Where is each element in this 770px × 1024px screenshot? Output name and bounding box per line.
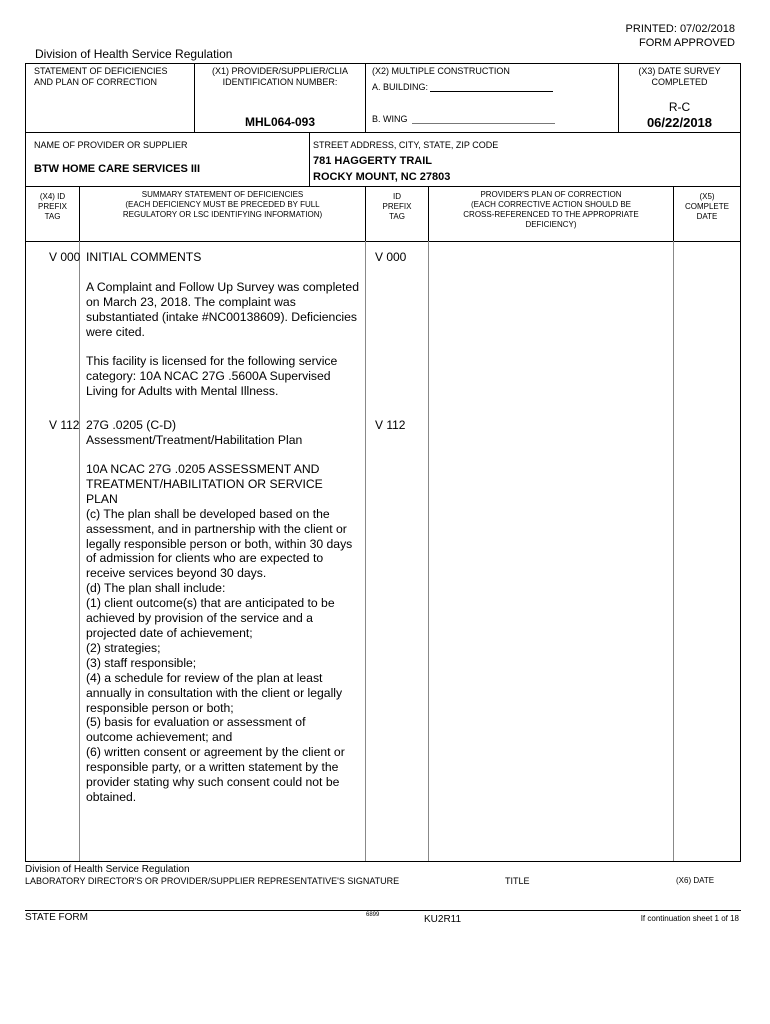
id-header: ID PREFIX TAG: [382, 192, 412, 221]
provider-label: NAME OF PROVIDER OR SUPPLIER: [34, 140, 188, 150]
v112-regulation-text: [86, 462, 366, 805]
regulation-line: (c) The plan shall be developed based on the: [86, 506, 330, 521]
x3-label: (X3) DATE SURVEY COMPLETED: [638, 66, 721, 87]
v000-paragraph-2: This facility is licensed for the following service category: 10A NCAC 27G .5600A Supervised Living for Adults with Mental Illness.: [86, 354, 338, 398]
regulation-line: (4) a schedule for review of the plan at least: [86, 670, 323, 685]
v112-id-tag: V 112: [375, 418, 406, 432]
regulation-line: responsible party, or a written statement by the: [86, 760, 339, 775]
regulation-line: provider stating why such consent could not be: [86, 775, 340, 790]
statement-label: STATEMENT OF DEFICIENCIES AND PLAN OF CORRECTION: [34, 66, 168, 87]
regulation-line: outcome achievement; and: [86, 730, 233, 745]
x2-building-label: A. BUILDING:: [372, 82, 429, 92]
signature-label: LABORATORY DIRECTOR'S OR PROVIDER/SUPPLIER REPRESENTATIVE'S SIGNATURE: [25, 876, 400, 886]
event-id: KU2R11: [424, 914, 462, 925]
x4-header: (X4) ID PREFIX TAG: [38, 192, 67, 221]
form-number: 6899: [366, 912, 380, 918]
regulation-line: (1) client outcome(s) that are anticipated to be: [86, 596, 335, 611]
v000-paragraph-1: A Complaint and Follow Up Survey was completed on March 23, 2018. The complaint was substantiated (intake #NC00138609). Deficiencies were cited.: [86, 280, 359, 339]
regulation-line: annually in consultation with the client or legally: [86, 685, 343, 700]
regulation-line: TREATMENT/HABILITATION OR SERVICE: [86, 476, 323, 491]
regulation-line: (5) basis for evaluation or assessment of: [86, 715, 306, 730]
provider-id-value: MHL064-093: [244, 115, 316, 129]
agency-title: Division of Health Service Regulation: [35, 47, 233, 61]
summary-header: SUMMARY STATEMENT OF DEFICIENCIES (EACH DEFICIENCY MUST BE PRECEDED BY FULL REGULATORY OR LSC IDENTIFYING INFORMATION): [122, 190, 323, 219]
regulation-line: 10A NCAC 27G .0205 ASSESSMENT AND: [86, 462, 320, 476]
continuation-sheet: If continuation sheet 1 of 18: [640, 914, 739, 923]
address-line1: 781 HAGGERTY TRAIL: [313, 155, 432, 167]
x1-label: (X1) PROVIDER/SUPPLIER/CLIA IDENTIFICATION NUMBER:: [211, 66, 349, 87]
x3-rc: R-C: [668, 100, 691, 114]
x5-header: (X5) COMPLETE DATE: [684, 192, 729, 221]
plan-header: PROVIDER'S PLAN OF CORRECTION (EACH CORRECTIVE ACTION SHOULD BE CROSS-REFERENCED TO THE APPROPRIATE DEFICIENCY): [463, 190, 639, 229]
x6-date-label: (X6) DATE: [676, 876, 715, 885]
v112-title-1: 27G .0205 (C-D): [86, 418, 177, 432]
x3-date: 06/22/2018: [646, 115, 713, 130]
regulation-line: obtained.: [86, 789, 137, 804]
regulation-line: legally responsible person or both, within 30 days: [86, 536, 353, 551]
provider-name: BTW HOME CARE SERVICES III: [34, 163, 201, 175]
x2-wing-label: B. WING: [372, 114, 408, 124]
regulation-line: achieved by provision of the service and a: [86, 611, 313, 626]
regulation-line: (d) The plan shall include:: [86, 581, 226, 596]
printed-date: PRINTED: 07/02/2018: [625, 23, 735, 35]
title-label: TITLE: [505, 876, 530, 886]
v112-title-2: Assessment/Treatment/Habilitation Plan: [86, 433, 303, 447]
state-form-label: STATE FORM: [25, 912, 88, 923]
v000-title: INITIAL COMMENTS: [86, 250, 202, 264]
regulation-line: assessment, and in partnership with the client or: [86, 521, 347, 536]
regulation-line: (6) written consent or agreement by the client or: [86, 745, 345, 760]
regulation-line: (3) staff responsible;: [86, 655, 197, 670]
v000-id-tag: V 000: [375, 250, 407, 264]
form-approved: FORM APPROVED: [639, 37, 735, 49]
v000-prefix-tag: V 000: [49, 250, 81, 264]
address-label: STREET ADDRESS, CITY, STATE, ZIP CODE: [313, 140, 499, 150]
regulation-line: projected date of achievement;: [86, 625, 253, 640]
regulation-line: PLAN: [86, 491, 118, 506]
address-line2: ROCKY MOUNT, NC 27803: [313, 171, 451, 183]
regulation-line: (2) strategies;: [86, 640, 161, 655]
v112-prefix-tag: V 112: [49, 418, 80, 432]
footer-agency: Division of Health Service Regulation: [25, 864, 190, 875]
regulation-line: responsible person or both;: [86, 700, 234, 715]
x2-label: (X2) MULTIPLE CONSTRUCTION: [372, 66, 510, 76]
regulation-line: receive services beyond 30 days.: [86, 566, 267, 581]
regulation-line: of admission for clients who are expected to: [86, 551, 324, 566]
